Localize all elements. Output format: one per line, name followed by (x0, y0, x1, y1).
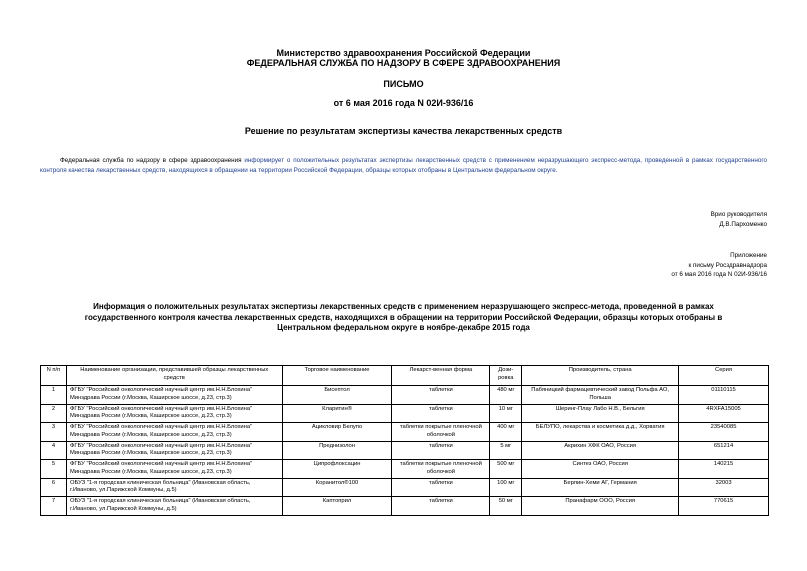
info-title (0, 302, 807, 334)
table-row (41, 497, 769, 516)
cell-row-number: 6 (41, 478, 67, 497)
info-title-line: Центральном федеральном округе в ноябре-декабре 2015 года (277, 323, 530, 332)
cell-batch: 140215 (679, 460, 769, 479)
cell-dosage: 480 мг (490, 386, 522, 405)
cell-trade-name: Преднизолон (282, 441, 392, 460)
appendix-reference: к письму Росздравнадзора (688, 261, 767, 269)
table-header-row (41, 366, 769, 386)
cell-batch: 32003 (679, 478, 769, 497)
cell-organization: ФГБУ "Российский онкологический научный центр им.Н.Н.Блохина" Минздрава России (г.Москва, Каширское шоссе, д.23, стр.3) (66, 423, 282, 442)
cell-row-number: 5 (41, 460, 67, 479)
column-header: Дози-ровка (490, 366, 522, 386)
cell-batch: 4RXFA15005 (679, 404, 769, 423)
cell-manufacturer: Акрихин ХФК ОАО, Россия (522, 441, 679, 460)
table-row (41, 441, 769, 460)
cell-dosage: 100 мг (490, 478, 522, 497)
cell-organization: ФГБУ "Российский онкологический научный центр им.Н.Н.Блохина" Минздрава России (г.Москва, Каширское шоссе, д.23, стр.3) (66, 404, 282, 423)
cell-row-number: 1 (41, 386, 67, 405)
results-table (40, 365, 769, 516)
document-date: от 6 мая 2016 года N 02И-936/16 (333, 98, 474, 108)
cell-dosage: 5 мг (490, 441, 522, 460)
appendix-date: от 6 мая 2016 года N 02И-936/16 (671, 271, 767, 278)
column-header: Торговое наименование (282, 366, 392, 386)
cell-organization: ОБУЗ "1-я городская клиническая больница" (Ивановская область, г.Иваново, ул.Парижской Коммуны, д.5) (66, 497, 282, 516)
cell-row-number: 7 (41, 497, 67, 516)
table-row (41, 423, 769, 442)
signature-name: Д.В.Пархоменко (719, 220, 767, 228)
column-header: Производитель, страна (522, 366, 679, 386)
cell-dosage: 400 мг (490, 423, 522, 442)
cell-manufacturer: Шеринг-Плау Лабо Н.В., Бельгия (522, 404, 679, 423)
body-paragraph (40, 156, 767, 176)
cell-batch: 651214 (679, 441, 769, 460)
cell-batch: 770615 (679, 497, 769, 516)
table-row (41, 460, 769, 479)
signature (711, 210, 767, 229)
table-row (41, 386, 769, 405)
cell-row-number: 3 (41, 423, 67, 442)
cell-dosage: 500 мг (490, 460, 522, 479)
table-row (41, 404, 769, 423)
cell-dosage-form: таблетки (392, 478, 490, 497)
appendix-label: Приложение (730, 252, 767, 259)
cell-dosage-form: таблетки (392, 441, 490, 460)
document-type: ПИСЬМО (383, 79, 424, 89)
column-header: Серия (679, 366, 769, 386)
table-row (41, 478, 769, 497)
cell-trade-name: Каптоприл (282, 497, 392, 516)
cell-dosage-form: таблетки (392, 497, 490, 516)
cell-dosage: 50 мг (490, 497, 522, 516)
cell-batch: 01110115 (679, 386, 769, 405)
cell-trade-name: Ципрофлоксацин (282, 460, 392, 479)
cell-batch: 23540085 (679, 423, 769, 442)
cell-manufacturer: Пабяницкий фармацевтический завод Польфа АО, Польша (522, 386, 679, 405)
cell-row-number: 4 (41, 441, 67, 460)
cell-manufacturer: БЕЛУПО, лекарства и косметика д.д., Хорватия (522, 423, 679, 442)
cell-manufacturer: Берлин-Хеми АГ, Германия (522, 478, 679, 497)
document-subject: Решение по результатам экспертизы качества лекарственных средств (244, 126, 563, 136)
cell-trade-name: Кларитин® (282, 404, 392, 423)
body-link[interactable]: информирует о положительных результатах экспертизы лекарственных средств с применением неразрушающего экспресс-метода, проведенной в рамках государственного контроля качества лекарственных средств, находящихся в обращении на территории Российской Федерации, образцы которых отобраны в Центральном федеральном округе. (40, 157, 767, 174)
ministry-title: Министерство здравоохранения Российской Федерации (276, 48, 531, 58)
service-title: ФЕДЕРАЛЬНАЯ СЛУЖБА ПО НАДЗОРУ В СФЕРЕ ЗДРАВООХРАНЕНИЯ (246, 58, 561, 68)
cell-dosage-form: таблетки (392, 386, 490, 405)
cell-organization: ФГБУ "Российский онкологический научный центр им.Н.Н.Блохина" Минздрава России (г.Москва, Каширское шоссе, д.23, стр.3) (66, 460, 282, 479)
cell-dosage-form: таблетки покрытые пленочной оболочкой (392, 423, 490, 442)
cell-trade-name: Ацикловир Белупо (282, 423, 392, 442)
column-header: Наименование организации, представившей образцы лекарственных средств (66, 366, 282, 386)
cell-row-number: 2 (41, 404, 67, 423)
cell-organization: ОБУЗ "1-я городская клиническая больница" (Ивановская область, г.Иваново, ул.Парижской Коммуны, д.5) (66, 478, 282, 497)
body-text: Федеральная служба по надзору в сфере здравоохранения (60, 157, 245, 164)
cell-dosage-form: таблетки покрытые пленочной оболочкой (392, 460, 490, 479)
cell-organization: ФГБУ "Российский онкологический научный центр им.Н.Н.Блохина" Минздрава России (г.Москва, Каширское шоссе, д.23, стр.3) (66, 386, 282, 405)
info-title-line: Информация о положительных результатах экспертизы лекарственных средств с применением неразрушающего экспресс-метода, проведенной в рамках (93, 302, 714, 311)
column-header: Лекарст-венная форма (392, 366, 490, 386)
cell-dosage-form: таблетки (392, 404, 490, 423)
cell-organization: ФГБУ "Российский онкологический научный центр им.Н.Н.Блохина" Минздрава России (г.Москва, Каширское шоссе, д.23, стр.3) (66, 441, 282, 460)
cell-manufacturer: Пранафарм ООО, Россия (522, 497, 679, 516)
cell-trade-name: Коранитол®100 (282, 478, 392, 497)
cell-dosage: 10 мг (490, 404, 522, 423)
signature-position: Врио руководителя (710, 211, 767, 218)
appendix-note (671, 251, 767, 280)
info-title-line: государственного контроля качества лекарственных средств, находящихся в обращении на территории Российской Федерации, образцы которых отобраны в (84, 312, 723, 322)
column-header: N п/п (41, 366, 67, 386)
cell-manufacturer: Синтез ОАО, Россия (522, 460, 679, 479)
cell-trade-name: Бисептол (282, 386, 392, 405)
